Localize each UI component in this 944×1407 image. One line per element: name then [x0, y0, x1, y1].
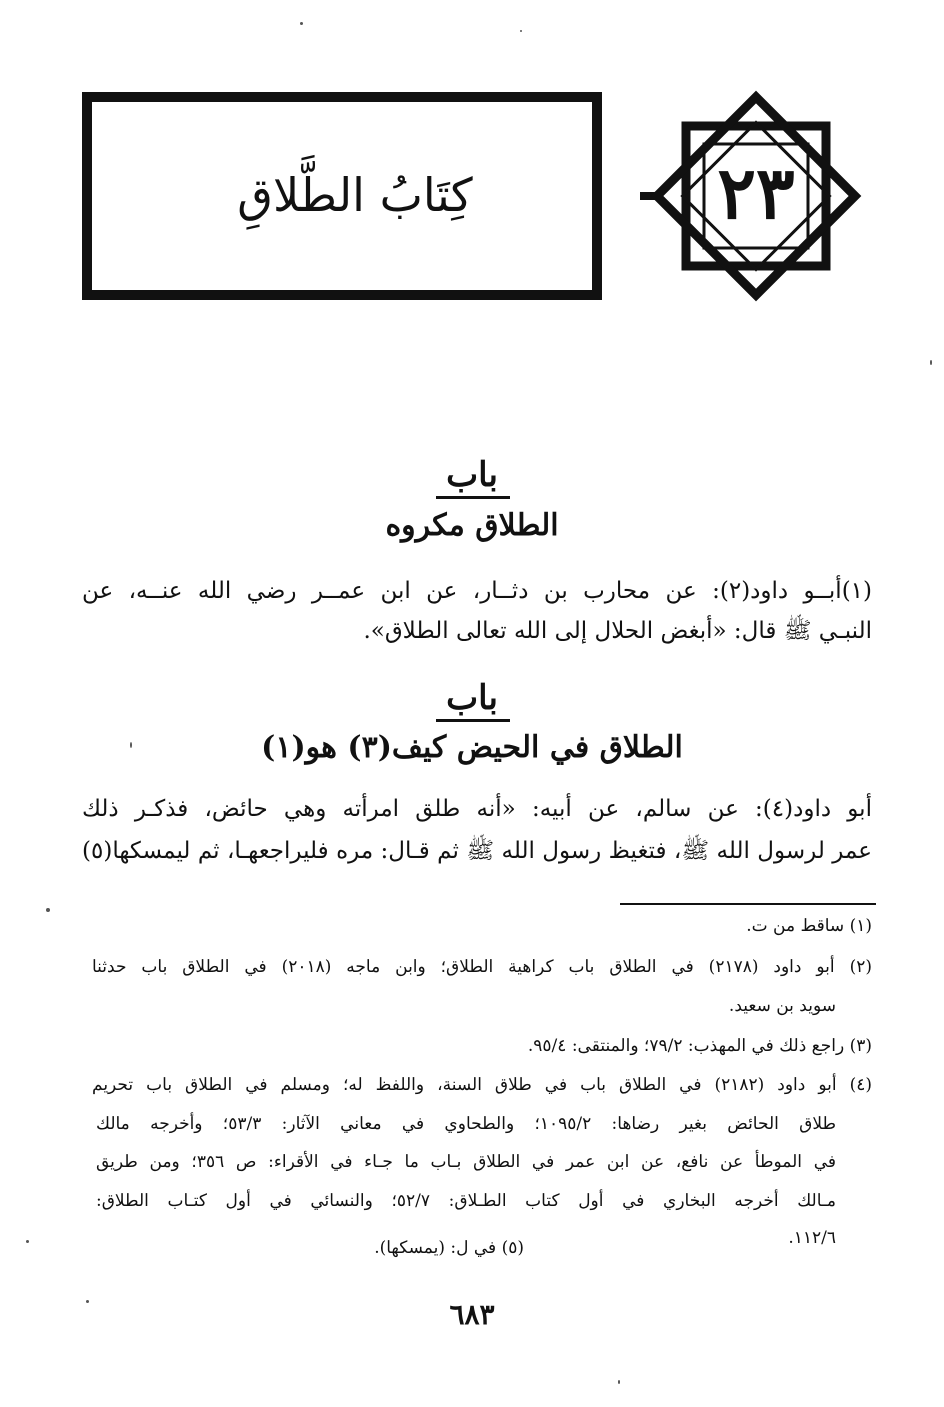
- section-2-title: الطلاق في الحيض كيف(٣) هو(١): [261, 730, 683, 765]
- chapter-number: ٢٣: [717, 150, 795, 235]
- section-1-bab-label: باب: [446, 455, 498, 495]
- page-number: ٦٨٣: [449, 1298, 495, 1331]
- footnote-line: (٥) في ل: (يمسكها).: [374, 1238, 524, 1258]
- footnote-line: في الموطأ عن نافع، عن ابن عمر في الطلاق بـاب ما جـاء في الأقراء: ص ٣٥٦؛ ومن طريق: [96, 1152, 836, 1172]
- scan-speck: [300, 22, 303, 25]
- chapter-title: كِتَابُ الطَّلاقِ: [237, 168, 473, 222]
- scan-speck: [930, 360, 932, 365]
- scan-speck: [26, 1240, 29, 1243]
- section-2-bab-label: باب: [446, 678, 498, 718]
- scan-speck: [86, 1300, 89, 1303]
- section-1-bab-underline: [436, 496, 510, 499]
- footnote-line: (١) ساقط من ت.: [746, 916, 872, 936]
- section-1-text-line: (١)أبــو داود(٢): عن محارب بن دثــار، عن ابن عمــر رضي الله عنــه، عن: [82, 578, 873, 604]
- footnote-line: (٤) أبو داود (٢١٨٢) في الطلاق باب في طلاق السنة، واللفظ له؛ ومسلم في الطلاق باب تحريم: [92, 1075, 872, 1095]
- scan-speck: [618, 1380, 620, 1384]
- section-2-text-line: أبو داود(٤): عن سالم، عن أبيه: «أنه طلق امرأته وهي حائض، فذكـر ذلك: [82, 796, 872, 822]
- section-2-bab-underline: [436, 719, 510, 722]
- scan-speck: [520, 30, 522, 32]
- section-1-title: الطلاق مكروه: [385, 508, 559, 543]
- footnote-line: سويد بن سعيد.: [728, 996, 836, 1016]
- scan-speck: [130, 742, 132, 748]
- footnote-line: مـالك أخرجه البخاري في أول كتاب الطـلاق: ٥٢/٧؛ والنسائي في أول كتـاب الطلاق:: [96, 1191, 836, 1211]
- footnote-line: (٣) راجع ذلك في المهذب: ٧٩/٢؛ والمنتقى: ٩٥/٤.: [527, 1036, 872, 1056]
- section-1-text-line: النبـي ﷺ قال: «أبغض الحلال إلى الله تعالى الطلاق».: [363, 618, 872, 644]
- footnote-line: طلاق الحائض بغير رضاها: ١٠٩٥/٢؛ والطحاوي في معاني الآثار: ٥٣/٣؛ وأخرجه مالك: [96, 1114, 837, 1134]
- footnote-line: (٢) أبو داود (٢١٧٨) في الطلاق باب كراهية الطلاق؛ وابن ماجه (٢٠١٨) في الطلاق باب حدثنا: [92, 957, 872, 977]
- footnote-separator: [620, 903, 876, 905]
- section-2-text-line: عمر لرسول الله ﷺ، فتغيظ رسول الله ﷺ ثم قـال: مره فليراجعهـا، ثم ليمسكها(٥): [82, 838, 872, 864]
- scan-speck: [46, 908, 50, 912]
- footnote-line: ١١٢/٦.: [788, 1228, 836, 1248]
